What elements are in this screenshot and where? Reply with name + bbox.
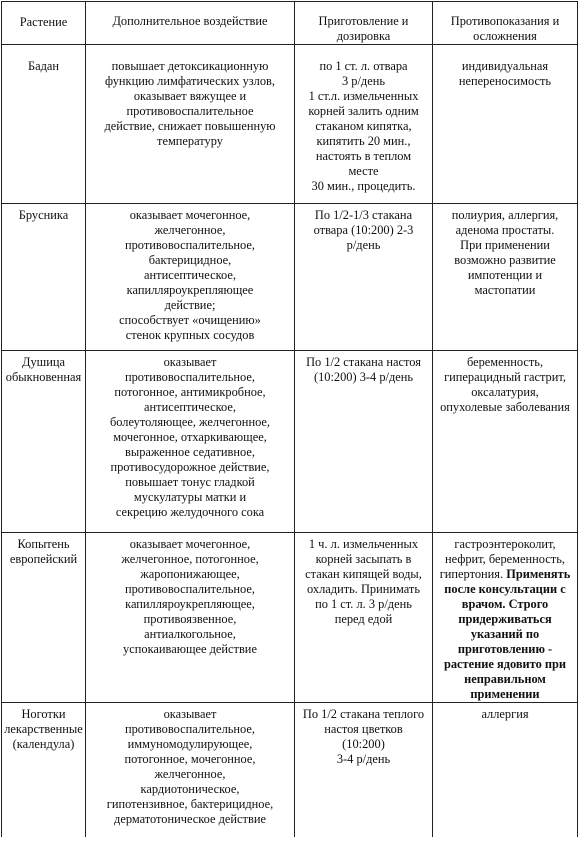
dosage-cell: По 1/2 стакана настоя (10:200) 3-4 р/день <box>295 351 433 533</box>
contraindications-cell: гастроэнтероколит, нефрит, беременность, гипертония. Применять после консультации с врачом. Строго придерживаться указаний по приготовлению - растение ядовито при неправильном применении <box>433 533 578 703</box>
dosage-cell: По 1/2 стакана теплого настоя цветков (10:200) 3-4 р/день <box>295 703 433 838</box>
table-row <box>2 703 578 838</box>
plant-cell: Брусника <box>2 204 86 351</box>
effect-cell: оказывает мочегонное, желчегонное, противовоспалительное, бактерицидное, антисептическое, капилляроукрепляющее действие; способствует «очищению» стенок крупных сосудов <box>86 204 295 351</box>
header-plant: Растение <box>2 2 86 45</box>
table-row <box>2 533 578 703</box>
table-row <box>2 204 578 351</box>
header-contraindications: Противопоказания и осложнения <box>433 2 578 45</box>
header-row <box>2 2 578 45</box>
plant-cell: Душица обыкновенная <box>2 351 86 533</box>
plant-cell: Ноготки лекарственные (календула) <box>2 703 86 838</box>
effect-cell: оказывает противовоспалительное, иммуномодулирующее, потогонное, мочегонное, желчегонное, кардиотоническое, гипотензивное, бактерицидное, дерматотоническое действие <box>86 703 295 838</box>
dosage-cell: 1 ч. л. измельченных корней засыпать в стакан кипящей воды, охладить. Принимать по 1 ст. л. 3 р/день перед едой <box>295 533 433 703</box>
contraindications-cell: аллергия <box>433 703 578 838</box>
dosage-cell: По 1/2-1/3 стакана отвара (10:200) 2-3 р/день <box>295 204 433 351</box>
effect-cell: оказывает противовоспалительное, потогонное, антимикробное, антисептическое, болеутоляющее, желчегонное, мочегонное, отхаркивающее, выраженное седативное, противосудорожное действие, повышает тонус гладкой мускулатуры матки и секрецию желудочного сока <box>86 351 295 533</box>
contraindications-cell: полиурия, аллергия, аденома простаты. При применении возможно развитие импотенции и мастопатии <box>433 204 578 351</box>
header-effect: Дополнительное воздействие <box>86 2 295 45</box>
table-row <box>2 45 578 204</box>
effect-cell: оказывает мочегонное, желчегонное, потогонное, жаропонижающее, противовоспалительное, капилляроукрепляющее, противоязвенное, антиалкогольное, успокаивающее действие <box>86 533 295 703</box>
header-dosage: Приготовление и дозировка <box>295 2 433 45</box>
plant-cell: Бадан <box>2 45 86 204</box>
contraindications-cell: индивидуальная непереносимость <box>433 45 578 204</box>
dosage-cell: по 1 ст. л. отвара 3 р/день 1 ст.л. измельченных корней залить одним стаканом кипятка, кипятить 20 мин., настоять в теплом месте 30 мин., процедить. <box>295 45 433 204</box>
contraindications-cell: беременность, гиперацидный гастрит, оксалатурия, опухолевые заболевания <box>433 351 578 533</box>
effect-cell: повышает детоксикационную функцию лимфатических узлов, оказывает вяжущее и противовоспалительное действие, снижает повышенную температуру <box>86 45 295 204</box>
herbal-table <box>1 1 578 837</box>
table-row <box>2 351 578 533</box>
plant-cell: Копытень европейский <box>2 533 86 703</box>
